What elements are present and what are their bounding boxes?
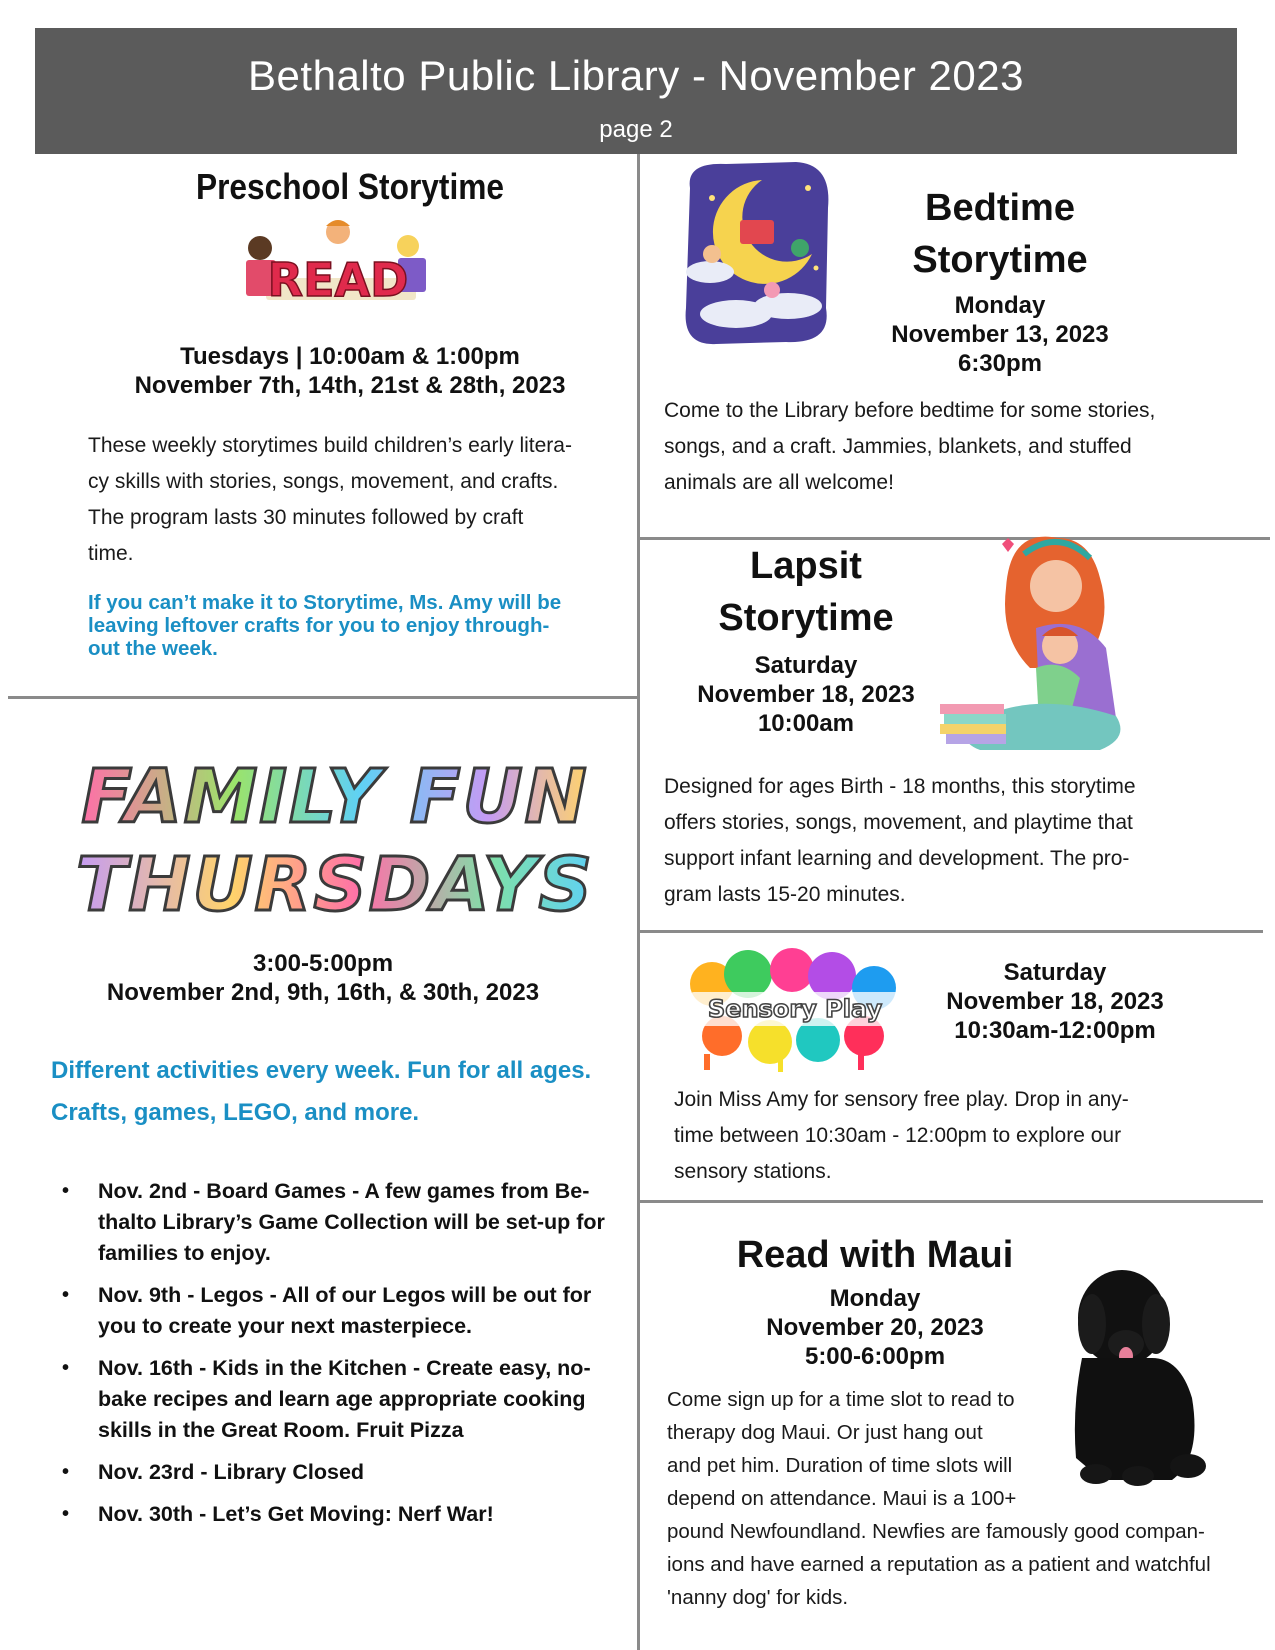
sensory-play-logo: [682, 944, 908, 1072]
activity-item: • Nov. 23rd - Library Closed: [52, 1457, 612, 1488]
family-fun-logo: [45, 740, 625, 940]
sensory-description: Join Miss Amy for sensory free play. Drop in any- time between 10:30am - 12:00pm to explore our sensory stations.: [674, 1088, 1129, 1183]
sensory-date: November 18, 2023: [946, 988, 1164, 1015]
lapsit-mother-child-image: [940, 518, 1175, 758]
lapsit-title-line1: Lapsit: [750, 545, 862, 587]
activity-item: • Nov. 2nd - Board Games - A few games from Be- thalto Library’s Game Collection will be set-up for families to enjoy.: [52, 1176, 612, 1269]
lapsit-description: Designed for ages Birth - 18 months, this storytime offers stories, songs, movement, and playtime that support infant learning and development. The pro- gram lasts 15-20 minutes.: [664, 775, 1136, 906]
family-fun-dates: November 2nd, 9th, 16th, & 30th, 2023: [106, 979, 540, 1006]
preschool-description: These weekly storytimes build children’s early litera- cy skills with stories, songs, movement, and crafts. The program lasts 30 minutes followed by craft time.: [88, 434, 572, 565]
maui-title: Read with Maui: [736, 1234, 1014, 1276]
family-fun-activity-list: [52, 1176, 612, 1541]
maui-day: Monday: [829, 1285, 921, 1312]
left-divider: [8, 696, 639, 699]
bedtime-day: Monday: [954, 292, 1046, 319]
preschool-schedule-days: Tuesdays | 10:00am & 1:00pm: [180, 343, 520, 370]
sensory-time: 10:30am-12:00pm: [954, 1017, 1156, 1044]
bedtime-time: 6:30pm: [957, 350, 1043, 377]
right-divider-3: [639, 1200, 1263, 1203]
page-header: [35, 28, 1237, 154]
family-fun-time: 3:00-5:00pm: [252, 950, 394, 977]
bedtime-title-line1: Bedtime: [925, 187, 1075, 229]
page-subtitle: page 2: [599, 116, 673, 143]
maui-description: Come sign up for a time slot to read to therapy dog Maui. Or just hang out and pet him. Duration of time slots will depend on attendance. Maui is a 100+ pound Newfoundland. Newfies are famously good compan- ions and have earned a reputation as a patient and watchful 'nanny dog' for kids.: [667, 1388, 1211, 1609]
preschool-schedule-dates: November 7th, 14th, 21st & 28th, 2023: [134, 372, 566, 399]
bedtime-title-line2: Storytime: [912, 239, 1088, 281]
right-divider-2: [639, 930, 1263, 933]
maui-date: November 20, 2023: [766, 1314, 984, 1341]
bedtime-date: November 13, 2023: [891, 321, 1109, 348]
family-fun-title-line2: THURSDAYS: [76, 842, 594, 928]
lapsit-title-line2: Storytime: [718, 597, 894, 639]
bedtime-moon-image: [676, 158, 838, 348]
sensory-day: Saturday: [1003, 959, 1107, 986]
read-logo-text: READ: [267, 253, 409, 307]
lapsit-time: 10:00am: [757, 710, 855, 737]
activity-item: • Nov. 16th - Kids in the Kitchen - Create easy, no- bake recipes and learn age appropriate cooking skills in the Great Room. Fruit Pizza: [52, 1353, 612, 1446]
sensory-play-logo-text: Sensory Play: [707, 995, 883, 1023]
family-fun-title-line1: FAMILY FUN: [81, 754, 589, 840]
page-title: Bethalto Public Library - November 2023: [248, 52, 1024, 99]
preschool-note: If you can’t make it to Storytime, Ms. Amy will be leaving leftover crafts for you to enjoy through- out the week.: [88, 591, 562, 660]
activity-item: • Nov. 9th - Legos - All of our Legos will be out for you to create your next masterpiece.: [52, 1280, 612, 1342]
preschool-title: Preschool Storytime: [195, 166, 505, 207]
bedtime-description: Come to the Library before bedtime for some stories, songs, and a craft. Jammies, blankets, and stuffed animals are all welcome!: [664, 399, 1156, 494]
family-fun-tagline: Different activities every week. Fun for all ages. Crafts, games, LEGO, and more.: [51, 1057, 592, 1126]
maui-time: 5:00-6:00pm: [804, 1343, 946, 1370]
read-logo-image: [238, 218, 438, 318]
lapsit-date: November 18, 2023: [697, 681, 915, 708]
activity-item: • Nov. 30th - Let’s Get Moving: Nerf War!: [52, 1499, 612, 1530]
lapsit-day: Saturday: [754, 652, 858, 679]
